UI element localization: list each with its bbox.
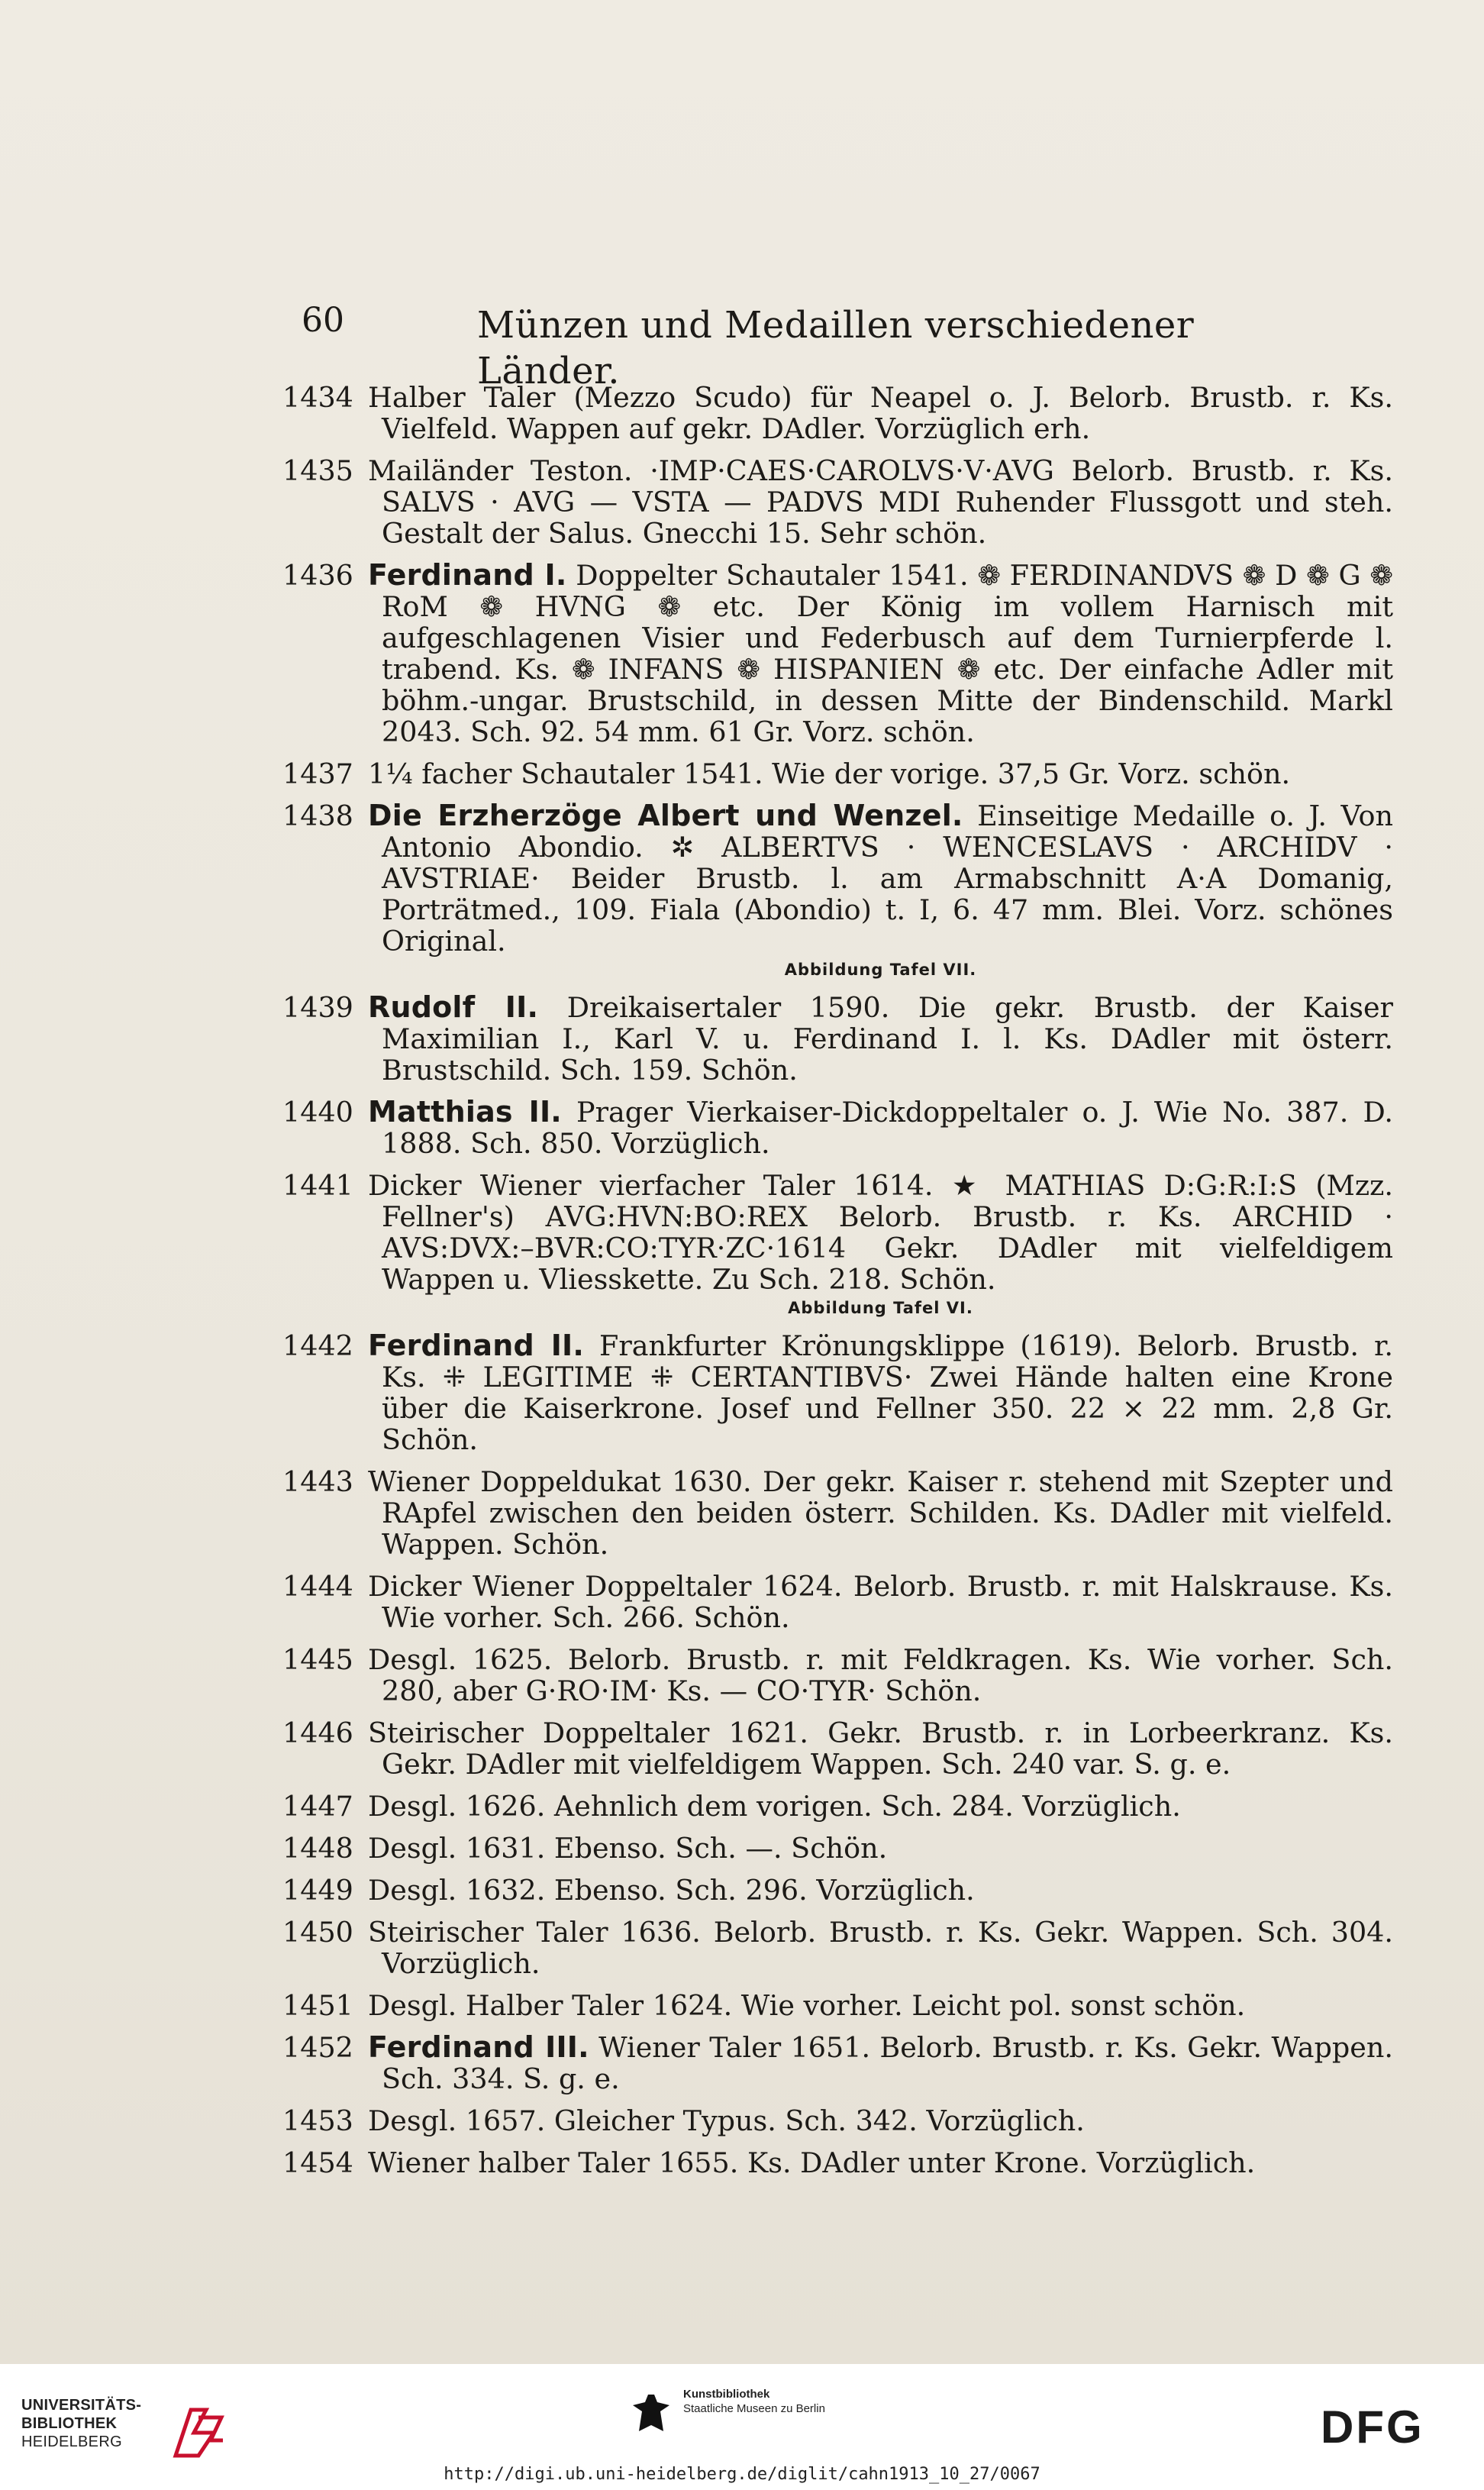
entry-number: 1441 bbox=[282, 1169, 353, 1202]
entry-description-block bbox=[368, 1875, 1393, 1906]
catalog-entry bbox=[282, 1717, 1393, 1780]
entry-description: Desgl. 1632. Ebenso. Sch. 296. Vorzüglich. bbox=[368, 1874, 975, 1907]
entry-description: Halber Taler (Mezzo Scudo) für Neapel o. J. Belorb. Brustb. r. Ks. Vielfeld. Wappen auf gekr. DAdler. Vorzüglich erh. bbox=[368, 381, 1393, 445]
ub-logo-line-2: BIBLIOTHEK bbox=[21, 2415, 118, 2432]
entry-ruler-name: Ferdinand I. bbox=[368, 558, 567, 592]
catalog-entry bbox=[282, 800, 1393, 981]
entry-description: Desgl. 1626. Aehnlich dem vorigen. Sch. 284. Vorzüglich. bbox=[368, 1790, 1181, 1823]
catalog-entry bbox=[282, 1833, 1393, 1864]
entry-ruler-name: Ferdinand II. bbox=[368, 1329, 585, 1362]
entry-number: 1436 bbox=[282, 559, 353, 592]
kb-line-1: Kunstbibliothek bbox=[683, 2388, 770, 2401]
catalog-entry bbox=[282, 2147, 1393, 2178]
entry-description-block bbox=[368, 1644, 1393, 1707]
page-number: 60 bbox=[302, 301, 344, 340]
entry-number: 1438 bbox=[282, 799, 353, 832]
entry-description-block bbox=[368, 1717, 1393, 1780]
entry-description-block bbox=[368, 455, 1393, 549]
entry-description-block bbox=[368, 1990, 1393, 2021]
entry-number: 1446 bbox=[282, 1717, 353, 1749]
catalog-entry bbox=[282, 1170, 1393, 1319]
catalog-entry bbox=[282, 758, 1393, 790]
catalog-entry bbox=[282, 2032, 1393, 2094]
entry-description-block bbox=[368, 1571, 1393, 1633]
entry-description: Frankfurter Krönungsklippe (1619). Belorb. Brustb. r. Ks. ⁜ LEGITIME ⁜ CERTANTIBVS· Zwei Hände halten eine Krone über die Kaiserkrone. Josef und Fellner 350. 22 × 22 mm. 2,8 Gr. Schön. bbox=[382, 1329, 1393, 1456]
entry-description: Wiener halber Taler 1655. Ks. DAdler unter Krone. Vorzüglich. bbox=[368, 2146, 1256, 2179]
entry-number: 1444 bbox=[282, 1570, 353, 1603]
entry-ruler-name: Rudolf II. bbox=[368, 990, 539, 1024]
entry-description: Desgl. Halber Taler 1624. Wie vorher. Leicht pol. sonst schön. bbox=[368, 1989, 1246, 2022]
ub-heidelberg-logo[interactable] bbox=[21, 2396, 220, 2465]
page-header bbox=[302, 299, 1229, 392]
kunstbibliothek-logo[interactable] bbox=[630, 2387, 859, 2440]
dfg-logo[interactable]: DFG bbox=[1321, 2401, 1424, 2453]
entry-description-block bbox=[368, 1833, 1393, 1864]
catalog-entry bbox=[282, 1791, 1393, 1822]
entry-ruler-name: Ferdinand III. bbox=[368, 2030, 589, 2064]
entry-number: 1453 bbox=[282, 2104, 353, 2137]
catalog-entry bbox=[282, 1644, 1393, 1707]
entry-description: Steirischer Doppeltaler 1621. Gekr. Brustb. r. in Lorbeerkranz. Ks. Gekr. DAdler mit vielfeldigem Wappen. Sch. 240 var. S. g. e. bbox=[368, 1717, 1393, 1781]
entry-number: 1435 bbox=[282, 454, 353, 487]
entry-description-block bbox=[368, 758, 1393, 790]
entry-description: Prager Vierkaiser-Dickdoppeltaler o. J. Wie No. 387. D. 1888. Sch. 850. Vorzüglich. bbox=[382, 1096, 1394, 1160]
catalog-entry bbox=[282, 560, 1393, 748]
entry-number: 1439 bbox=[282, 991, 353, 1024]
entry-number: 1454 bbox=[282, 2146, 353, 2179]
entry-description: Einseitige Medaille o. J. Von Antonio Abondio. ✲ ALBERTVS · WENCESLAVS · ARCHIDV · AVSTRIAE· Beider Brustb. l. am Armabschnitt A·A Domanig, Porträtmed., 109. Fiala (Abondio) t. I, 6. 47 mm. Blei. Vorz. schönes Original. bbox=[382, 799, 1393, 958]
entry-description-block bbox=[368, 1170, 1393, 1295]
entry-description: Desgl. 1625. Belorb. Brustb. r. mit Feldkragen. Ks. Wie vorher. Sch. 280, aber G·RO·IM· Ks. — CO·TYR· Schön. bbox=[368, 1643, 1393, 1707]
entry-number: 1452 bbox=[282, 2031, 353, 2064]
entry-description-block bbox=[368, 2147, 1393, 2178]
entry-description: Doppelter Schautaler 1541. ❁ FERDINANDVS ❁ D ❁ G ❁ RoM ❁ HVNG ❁ etc. Der König im vollem Harnisch mit aufgeschlagenen Visier und Federbusch auf dem Turnierpferde l. trabend. Ks. ❁ INFANS ❁ HISPANIEN ❁ etc. Der einfache Adler mit böhm.-ungar. Brustschild, in dessen Mitte der Bindenschild. Markl 2043. Sch. 92. 54 mm. 61 Gr. Vorz. schön. bbox=[382, 559, 1393, 748]
entry-description: Mailänder Teston. ·IMP·CAES·CAROLVS·V·AVG Belorb. Brustb. r. Ks. SALVS · AVG — VSTA — PADVS MDI Ruhender Flussgott und steh. Gestalt der Salus. Gnecchi 15. Sehr schön. bbox=[368, 454, 1393, 550]
entry-description: 1¼ facher Schautaler 1541. Wie der vorige. 37,5 Gr. Vorz. schön. bbox=[368, 757, 1291, 790]
entry-description: Steirischer Taler 1636. Belorb. Brustb. r. Ks. Gekr. Wappen. Sch. 304. Vorzüglich. bbox=[368, 1916, 1393, 1980]
ub-mark-icon bbox=[168, 2402, 229, 2463]
catalog-entries bbox=[282, 382, 1393, 2189]
entry-description: Dicker Wiener vierfacher Taler 1614. ★ MATHIAS D:G:R:I:S (Mzz. Fellner's) AVG:HVN:BO:REX Belorb. Brustb. r. Ks. ARCHID · AVS:DVX:–BVR:CO:TYR·ZC·1614 Gekr. DAdler mit vielfeldigem Wappen u. Vliesskette. Zu Sch. 218. Schön. bbox=[368, 1169, 1393, 1296]
entry-description: Wiener Doppeldukat 1630. Der gekr. Kaiser r. stehend mit Szepter und RApfel zwischen den beiden österr. Schilden. Ks. DAdler mit vielfeld. Wappen. Schön. bbox=[368, 1465, 1393, 1561]
entry-description-block bbox=[368, 2105, 1393, 2136]
entry-description-block bbox=[368, 992, 1393, 1086]
catalog-entry bbox=[282, 1571, 1393, 1633]
entry-number: 1440 bbox=[282, 1096, 353, 1129]
entry-description: Dicker Wiener Doppeltaler 1624. Belorb. Brustb. r. mit Halskrause. Ks. Wie vorher. Sch. 266. Schön. bbox=[368, 1570, 1393, 1634]
entry-description-block bbox=[368, 1917, 1393, 1979]
entry-description-block bbox=[368, 1096, 1393, 1159]
kb-line-2: Staatliche Museen zu Berlin bbox=[683, 2402, 825, 2415]
entry-number: 1449 bbox=[282, 1874, 353, 1907]
entry-number: 1445 bbox=[282, 1643, 353, 1676]
running-title: Münzen und Medaillen verschiedener Länder. bbox=[477, 304, 1195, 392]
plate-reference: Abbildung Tafel VI. bbox=[788, 1299, 973, 1317]
catalog-entry bbox=[282, 455, 1393, 549]
entry-description-block bbox=[368, 800, 1393, 957]
entry-description-block bbox=[368, 1466, 1393, 1560]
entry-number: 1450 bbox=[282, 1916, 353, 1949]
entry-description: Desgl. 1657. Gleicher Typus. Sch. 342. Vorzüglich. bbox=[368, 2104, 1085, 2137]
catalog-entry bbox=[282, 992, 1393, 1086]
permalink-url[interactable]: http://digi.ub.uni-heidelberg.de/diglit/cahn1913_10_27/0067 bbox=[444, 2465, 1040, 2484]
entry-number: 1447 bbox=[282, 1790, 353, 1823]
entry-number: 1448 bbox=[282, 1832, 353, 1865]
entry-description-block bbox=[368, 2032, 1393, 2094]
catalog-entry bbox=[282, 382, 1393, 444]
entry-ruler-name: Matthias II. bbox=[368, 1095, 562, 1129]
entry-description-block bbox=[368, 1330, 1393, 1455]
entry-description: Desgl. 1631. Ebenso. Sch. —. Schön. bbox=[368, 1832, 888, 1865]
catalog-entry bbox=[282, 1917, 1393, 1979]
entry-description-block bbox=[368, 382, 1393, 444]
catalog-entry bbox=[282, 1330, 1393, 1455]
eagle-icon bbox=[630, 2391, 673, 2436]
ub-logo-line-1: UNIVERSITÄTS- bbox=[21, 2397, 142, 2414]
entry-number: 1451 bbox=[282, 1989, 353, 2022]
ub-logo-line-3: HEIDELBERG bbox=[21, 2433, 122, 2450]
catalog-entry bbox=[282, 1466, 1393, 1560]
entry-number: 1437 bbox=[282, 757, 353, 790]
catalog-entry bbox=[282, 1875, 1393, 1906]
plate-reference: Abbildung Tafel VII. bbox=[784, 961, 977, 979]
catalog-entry bbox=[282, 1096, 1393, 1159]
entry-number: 1434 bbox=[282, 381, 353, 414]
footer-bar bbox=[0, 2364, 1484, 2490]
entry-ruler-name: Die Erzherzöge Albert und Wenzel. bbox=[368, 799, 963, 832]
catalog-entry bbox=[282, 2105, 1393, 2136]
entry-description: Wiener Taler 1651. Belorb. Brustb. r. Ks. Gekr. Wappen. Sch. 334. S. g. e. bbox=[382, 2031, 1393, 2095]
entry-number: 1443 bbox=[282, 1465, 353, 1498]
entry-number: 1442 bbox=[282, 1329, 353, 1362]
entry-description: Dreikaisertaler 1590. Die gekr. Brustb. der Kaiser Maximilian I., Karl V. u. Ferdinand I. l. Ks. DAdler mit österr. Brustschild. Sch. 159. Schön. bbox=[382, 991, 1393, 1087]
catalog-entry bbox=[282, 1990, 1393, 2021]
entry-description-block bbox=[368, 1791, 1393, 1822]
entry-description-block bbox=[368, 560, 1393, 748]
